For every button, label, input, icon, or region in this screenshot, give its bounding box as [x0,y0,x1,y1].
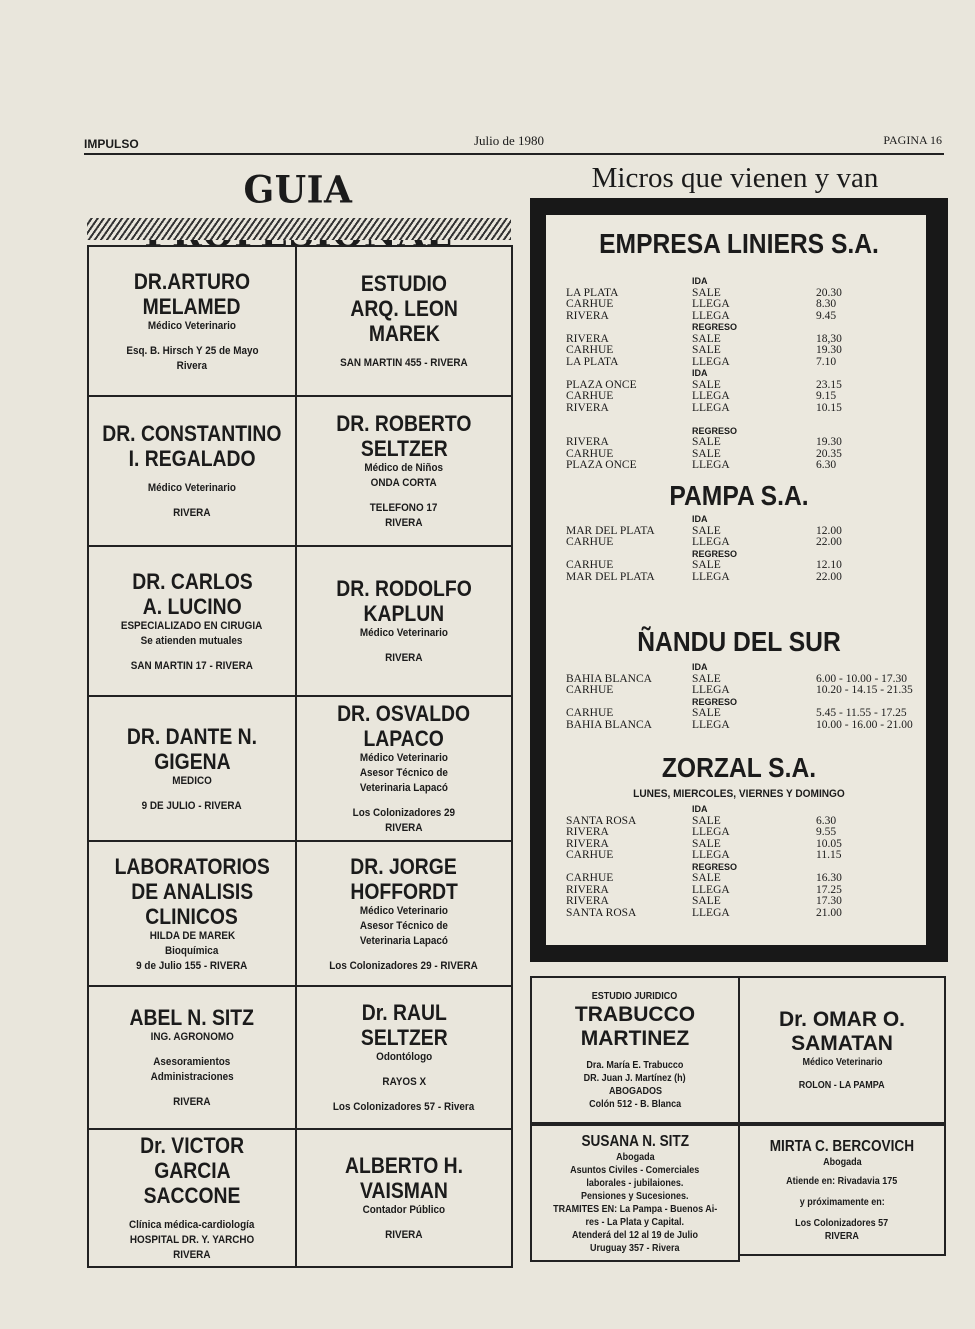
guide-card-detail: Bioquímica [165,944,219,957]
schedule-action: SALE [692,332,721,345]
ad-susana-sitz [530,1124,740,1262]
schedule-time: 10.15 [816,401,842,414]
schedule-action: IDA [692,368,708,378]
ad-line: ROLON - LA PAMPA [799,1080,885,1091]
schedule-action: SALE [692,524,721,537]
schedule-row [566,850,926,862]
guide-card-name: SACCONE [143,1183,241,1208]
ad-name: Dr. OMAR O. [778,1008,905,1031]
guide-card-name: GARCIA [153,1158,231,1183]
schedule-action: SALE [692,436,721,448]
schedule-place: CARHUE [566,872,614,884]
schedule-row [566,414,926,426]
guide-card [295,395,513,547]
ad-line: RIVERA [824,1231,860,1242]
ad-name: SUSANA N. SITZ [581,1132,689,1150]
schedule-row [566,391,926,403]
schedule-place: CARHUE [566,344,614,356]
page-header [84,133,942,153]
ad-label: ESTUDIO JURIDICO [592,990,678,1002]
schedule-place: RIVERA [566,309,609,322]
guide-card [87,245,297,397]
guide-card-detail: RIVERA [385,517,423,529]
schedule-row [566,299,926,311]
ad-line: Colón 512 - B. Blanca [588,1098,682,1110]
schedule-action: REGRESO [692,548,738,559]
schedule-time: 9.45 [816,309,837,322]
guide-card-name: DR. DANTE N. [126,723,258,749]
guide-card [87,840,297,987]
schedule-row [566,816,926,828]
guide-card-detail: RIVERA [385,652,423,664]
guide-card-detail: ING. AGRONOMO [150,1031,234,1043]
schedule-place: SANTA ROSA [566,906,637,919]
guide-card-detail: Se atienden mutuales [141,634,243,647]
schedule-action: SALE [692,707,721,719]
schedule-action: LLEGA [692,355,730,368]
schedule-row [566,426,926,438]
guide-card-detail: 9 de Julio 155 - RIVERA [136,959,248,972]
page-number: PAGINA 16 [883,133,942,147]
guide-card-name: Dr. RAUL [361,1000,447,1025]
schedule-action: REGRESO [692,861,738,872]
schedule-action: LLEGA [692,309,730,322]
schedule-time: 9.15 [816,390,837,402]
schedule-action: SALE [692,344,721,356]
schedule-time: 22.00 [816,570,842,583]
schedule-time: 17.25 [816,883,842,896]
schedule-time: 8.30 [816,298,837,310]
ad-line: Pensiones y Sucesiones. [581,1190,689,1202]
guide-card-detail: Asesoramientos [153,1056,231,1068]
guide-card-name: GIGENA [153,748,231,774]
schedule-place: MAR DEL PLATA [566,524,655,537]
guide-card-detail: Los Colonizadores 29 - RIVERA [329,959,479,972]
guide-card-detail: Esq. B. Hirsch Y 25 de Mayo [125,344,259,357]
schedule-place: CARHUE [566,559,614,571]
guide-card-detail: Clínica médica-cardiología [129,1219,255,1231]
schedule-row [566,572,926,584]
schedule-place: CARHUE [566,849,614,861]
schedule-time: 6.30 [816,459,837,471]
schedule-action: LLEGA [692,536,730,548]
schedule-action: LLEGA [692,459,730,471]
guide-card-name: DR. RODOLFO [336,576,472,601]
schedule-place: CARHUE [566,447,614,460]
schedule-row [566,827,926,839]
guide-card-detail: RAYOS X [382,1076,426,1088]
ad-name: MARTINEZ [580,1026,690,1050]
guide-card-detail: Odontólogo [375,1051,433,1063]
guide-card-detail: Médico Veterinario [359,752,449,764]
schedule-place: RIVERA [566,436,609,448]
schedule-row [566,311,926,323]
schedule-row [566,537,926,549]
schedule-action: SALE [692,447,721,460]
guide-card-detail: TELEFONO 17 [370,502,438,514]
guide-card [87,695,297,842]
ad-line: laborales - jubilaiones. [586,1177,684,1189]
guide-card-name: DR. OSVALDO [337,701,471,726]
schedule-row [566,276,926,288]
guide-card-detail: ONDA CORTA [370,477,437,489]
schedule-row [566,685,926,697]
ad-line: res - La Plata y Capital. [585,1216,685,1228]
guide-card-detail: HILDA DE MAREK [149,929,235,942]
guide-card-name: MAREK [368,321,440,346]
ad-mirta-bercovich [738,1124,946,1256]
schedule-place: RIVERA [566,883,609,896]
guide-card-detail: ESPECIALIZADO EN CIRUGIA [121,619,263,632]
schedule-place: RIVERA [566,826,609,838]
guide-card-detail: Médico Veterinario [359,627,449,639]
guide-card-detail: RIVERA [173,1249,211,1261]
schedule-row [566,322,926,334]
schedule-action: LLEGA [692,718,730,731]
schedule-place: CARHUE [566,390,614,402]
schedule-row [566,896,926,908]
schedule-action: IDA [692,514,708,524]
guide-card-name: A. LUCINO [142,593,242,619]
ad-name: MIRTA C. BERCOVICH [769,1138,915,1155]
schedule-row [566,708,926,720]
ad-line: Dra. María E. Trabucco [586,1059,684,1071]
schedule-action: LLEGA [692,826,730,838]
schedule-row [566,839,926,851]
schedule-time: 5.45 - 11.55 - 17.25 [816,707,907,719]
schedule-time: 23.15 [816,378,842,391]
schedule-action: LLEGA [692,849,730,861]
guide-card-detail: Médico Veterinario [359,904,449,917]
schedule-time: 10.00 - 16.00 - 21.00 [816,718,913,731]
guide-card-name: ESTUDIO [360,271,448,296]
schedule-action: LLEGA [692,298,730,310]
guide-card-detail: Rivera [176,359,208,372]
schedule-place: RIVERA [566,401,609,414]
schedule-action: SALE [692,286,721,299]
schedule-row [566,885,926,897]
schedule-place: SANTA ROSA [566,814,637,827]
schedule-row [566,288,926,300]
schedule-time: 20.35 [816,447,842,460]
guide-card-detail: Los Colonizadores 29 [352,807,456,819]
company-nandu: ÑANDU DEL SUR [637,626,841,657]
zorzal-days: LUNES, MIERCOLES, VIERNES Y DOMINGO [633,788,845,800]
schedule-action: IDA [692,804,708,814]
schedule-place: BAHIA BLANCA [566,672,652,685]
guide-card [295,695,513,842]
schedule-row [566,873,926,885]
schedule-row [566,437,926,449]
guide-card-name: DR. JORGE [350,853,458,879]
guide-card-name: VAISMAN [360,1178,448,1203]
schedule-action: LLEGA [692,570,730,583]
guide-card [87,395,297,547]
schedule-row [566,460,926,472]
guide-card [295,545,513,697]
guide-card-detail: Asesor Técnico de [359,767,449,779]
schedule-action: LLEGA [692,906,730,919]
schedule-action: SALE [692,559,721,571]
guide-card-detail: RIVERA [173,1096,211,1108]
schedule-time: 12.00 [816,524,842,537]
ad-line: Los Colonizadores 57 [795,1218,889,1229]
schedule-place: LA PLATA [566,355,619,368]
guide-card-name: ARQ. LEON [350,296,458,321]
guide-card-detail: SAN MARTIN 17 - RIVERA [130,659,254,672]
guide-card-name: DR. ROBERTO [336,411,472,436]
schedule-row [566,662,926,674]
schedule-place: MAR DEL PLATA [566,570,655,583]
company-zorzal: ZORZAL S.A. [661,752,817,783]
guide-card-name: DR. CONSTANTINO [102,421,282,446]
pampa-schedule [566,514,926,583]
guide-card [87,545,297,697]
schedule-time: 10.20 - 14.15 - 21.35 [816,684,913,696]
schedule-place: RIVERA [566,895,609,907]
ad-line: y próximamente en: [799,1197,885,1208]
schedule-row [566,804,926,816]
ad-line: Abogada [615,1151,655,1163]
schedule-place: CARHUE [566,707,614,719]
ad-name: TRABUCCO [574,1002,696,1026]
company-pampa: PAMPA S.A. [669,480,809,511]
schedule-time: 11.15 [816,849,842,861]
schedule-row [566,403,926,415]
guide-card-name: MELAMED [143,293,241,319]
schedule-row [566,380,926,392]
schedule-time: 19.30 [816,436,842,448]
schedule-time: 12.10 [816,559,842,571]
schedule-time: 19.30 [816,344,842,356]
guide-card-name: CLINICOS [145,903,239,929]
guide-card-detail: MEDICO [172,774,212,787]
guide-card [295,245,513,397]
schedule-action: LLEGA [692,401,730,414]
schedule-time: 21.00 [816,906,842,919]
guide-card-detail: 9 DE JULIO - RIVERA [141,799,243,812]
guide-card-name: DR.ARTURO [133,268,251,294]
schedule-place: RIVERA [566,837,609,850]
zorzal-schedule [566,804,926,919]
schedule-time: 7.10 [816,355,837,368]
schedule-time: 6.00 - 10.00 - 17.30 [816,672,908,685]
schedule-time: 10.05 [816,837,842,850]
guide-card [295,1128,513,1268]
schedule-row [566,549,926,561]
guide-card-detail: Médico Veterinario [147,319,237,332]
publication-name: IMPULSO [84,137,139,151]
schedule-row [566,526,926,538]
schedule-action: SALE [692,814,721,827]
schedule-time: 18,30 [816,332,842,345]
schedule-action: LLEGA [692,390,730,402]
schedule-action: SALE [692,837,721,850]
company-liniers: EMPRESA LINIERS S.A. [599,228,879,259]
guide-card-detail: Contador Público [362,1204,446,1216]
ad-line: Atenderá del 12 al 19 de Julio [571,1229,699,1241]
schedule-time: 16.30 [816,872,842,884]
header-rule [84,153,944,155]
schedule-place: RIVERA [566,332,609,345]
ad-line: Abogada [822,1157,862,1168]
guide-card-name: HOFFORDT [350,878,458,904]
schedule-place: CARHUE [566,684,614,696]
guia-title: GUIA [243,167,353,212]
guide-card [295,840,513,987]
guide-card-name: LABORATORIOS [114,853,270,879]
schedule-action: SALE [692,378,721,391]
schedule-place: PLAZA ONCE [566,459,637,471]
schedule-row [566,345,926,357]
schedule-action: LLEGA [692,684,730,696]
hatch-divider [87,218,511,240]
schedule-place: CARHUE [566,536,614,548]
schedule-action: SALE [692,672,721,685]
guide-card-name: Dr. VICTOR [139,1133,245,1158]
guide-card-detail: Veterinaria Lapacó [359,782,449,794]
guide-card-detail: RIVERA [385,1229,423,1241]
guide-card [87,985,297,1130]
ad-line: Uruguay 357 - Rivera [590,1242,680,1254]
guide-card-name: SELTZER [360,1025,448,1050]
schedule-action: REGRESO [692,696,738,707]
schedule-time: 6.30 [816,814,837,827]
guide-card-name: KAPLUN [363,601,445,626]
nandu-schedule [566,662,926,731]
schedule-row [566,334,926,346]
ad-trabucco [530,976,740,1124]
schedule-action: REGRESO [692,322,738,332]
schedule-action: IDA [692,662,708,672]
guide-card-name: DR. CARLOS [131,568,253,594]
ad-name: SAMATAN [791,1032,893,1055]
schedule-place: BAHIA BLANCA [566,718,652,731]
guide-card-detail: Médico de Niños [364,462,444,474]
ad-samatan [738,976,946,1124]
schedule-time: 22.00 [816,536,842,548]
guide-card-detail: Administraciones [150,1071,234,1083]
issue-date: Julio de 1980 [474,133,545,148]
schedule-row [566,560,926,572]
guide-card-name: DE ANALISIS [131,878,253,904]
schedule-action: LLEGA [692,883,730,896]
guide-card [87,1128,297,1268]
schedule-time: 9.55 [816,826,837,838]
ad-line: Atiende en: Rivadavia 175 [786,1176,898,1187]
schedule-row [566,514,926,526]
ad-line: TRAMITES EN: La Pampa - Buenos Ai- [552,1203,718,1215]
guide-card-name: SELTZER [360,436,448,461]
guide-card-detail: Médico Veterinario [147,482,237,494]
guide-card-detail: HOSPITAL DR. Y. YARCHO [129,1234,255,1246]
schedule-row [566,862,926,874]
schedule-action: SALE [692,895,721,907]
guide-card-detail: RIVERA [173,507,211,519]
schedule-action: SALE [692,872,721,884]
ad-line: Asuntos Civiles - Comerciales [570,1164,700,1176]
schedule-place: LA PLATA [566,286,619,299]
guide-card-name: ALBERTO H. [345,1153,463,1178]
guide-card-detail: Los Colonizadores 57 - Rivera [333,1101,475,1113]
guide-card-detail: SAN MARTIN 455 - RIVERA [340,357,468,369]
liniers-schedule [566,276,926,472]
schedule-place: PLAZA ONCE [566,378,637,391]
schedule-row [566,908,926,920]
ad-line: Médico Veterinario [801,1057,883,1068]
guide-card-name: LAPACO [363,726,445,751]
guide-card-name: ABEL N. SITZ [129,1005,255,1030]
guide-card-detail: RIVERA [385,822,423,834]
schedule-place: CARHUE [566,298,614,310]
guide-card [295,985,513,1130]
guide-card-detail: Veterinaria Lapacó [359,934,449,947]
ad-line: ABOGADOS [608,1085,662,1097]
guide-card-detail: Asesor Técnico de [359,919,449,932]
schedule-time: 20.30 [816,286,842,299]
schedule-row [566,720,926,732]
schedule-row [566,368,926,380]
ad-line: DR. Juan J. Martínez (h) [583,1072,687,1084]
schedule-action: IDA [692,276,708,286]
schedule-action: REGRESO [692,425,738,436]
schedule-row [566,357,926,369]
schedule-time: 17.30 [816,895,842,907]
micros-title: Micros que vienen y van [591,162,879,194]
guide-card-name: I. REGALADO [128,446,256,471]
